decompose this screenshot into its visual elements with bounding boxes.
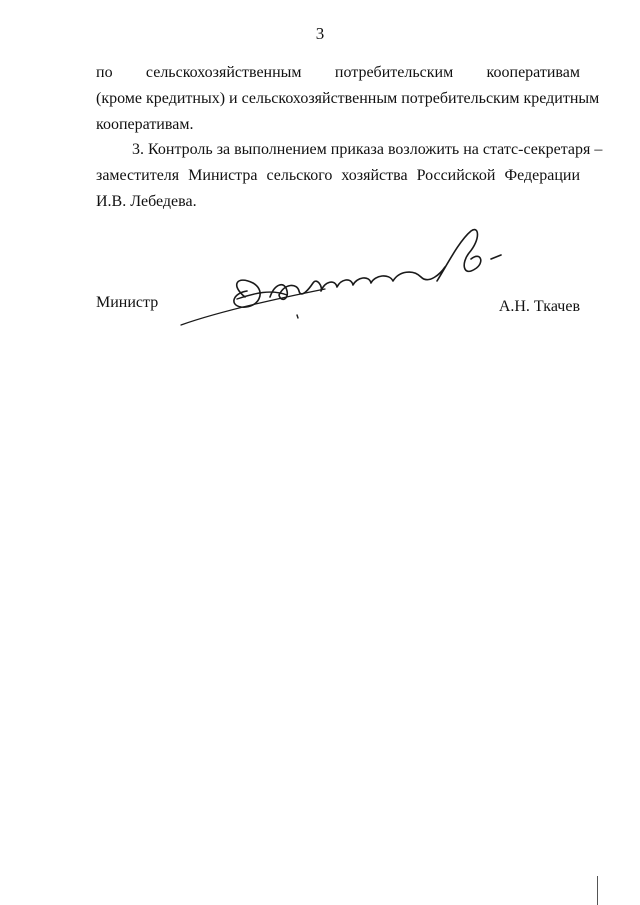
signer-title: Министр (96, 294, 159, 311)
signature-stroke (297, 315, 298, 318)
paragraph-continuation (96, 60, 600, 138)
text-line: заместителя Министра сельского хозяйства Российской Федерации (96, 167, 580, 184)
scan-edge-mark (597, 876, 598, 905)
text-line: (кроме кредитных) и сельскохозяйственным потребительским кредитным (96, 90, 600, 107)
signer-name: А.Н. Ткачев (498, 298, 580, 315)
text-line: 3. Контроль за выполнением приказа возложить на статс-секретаря – (132, 141, 603, 158)
page-number: 3 (315, 24, 325, 43)
handwritten-signature (175, 225, 515, 335)
text-line: по сельскохозяйственным потребительским кооперативам (96, 64, 580, 81)
signature-stroke (437, 230, 481, 281)
signature-stroke (491, 255, 501, 259)
text-line: кооперативам. (96, 116, 194, 133)
paragraph-3 (96, 137, 603, 215)
text-line: И.В. Лебедева. (96, 193, 197, 210)
